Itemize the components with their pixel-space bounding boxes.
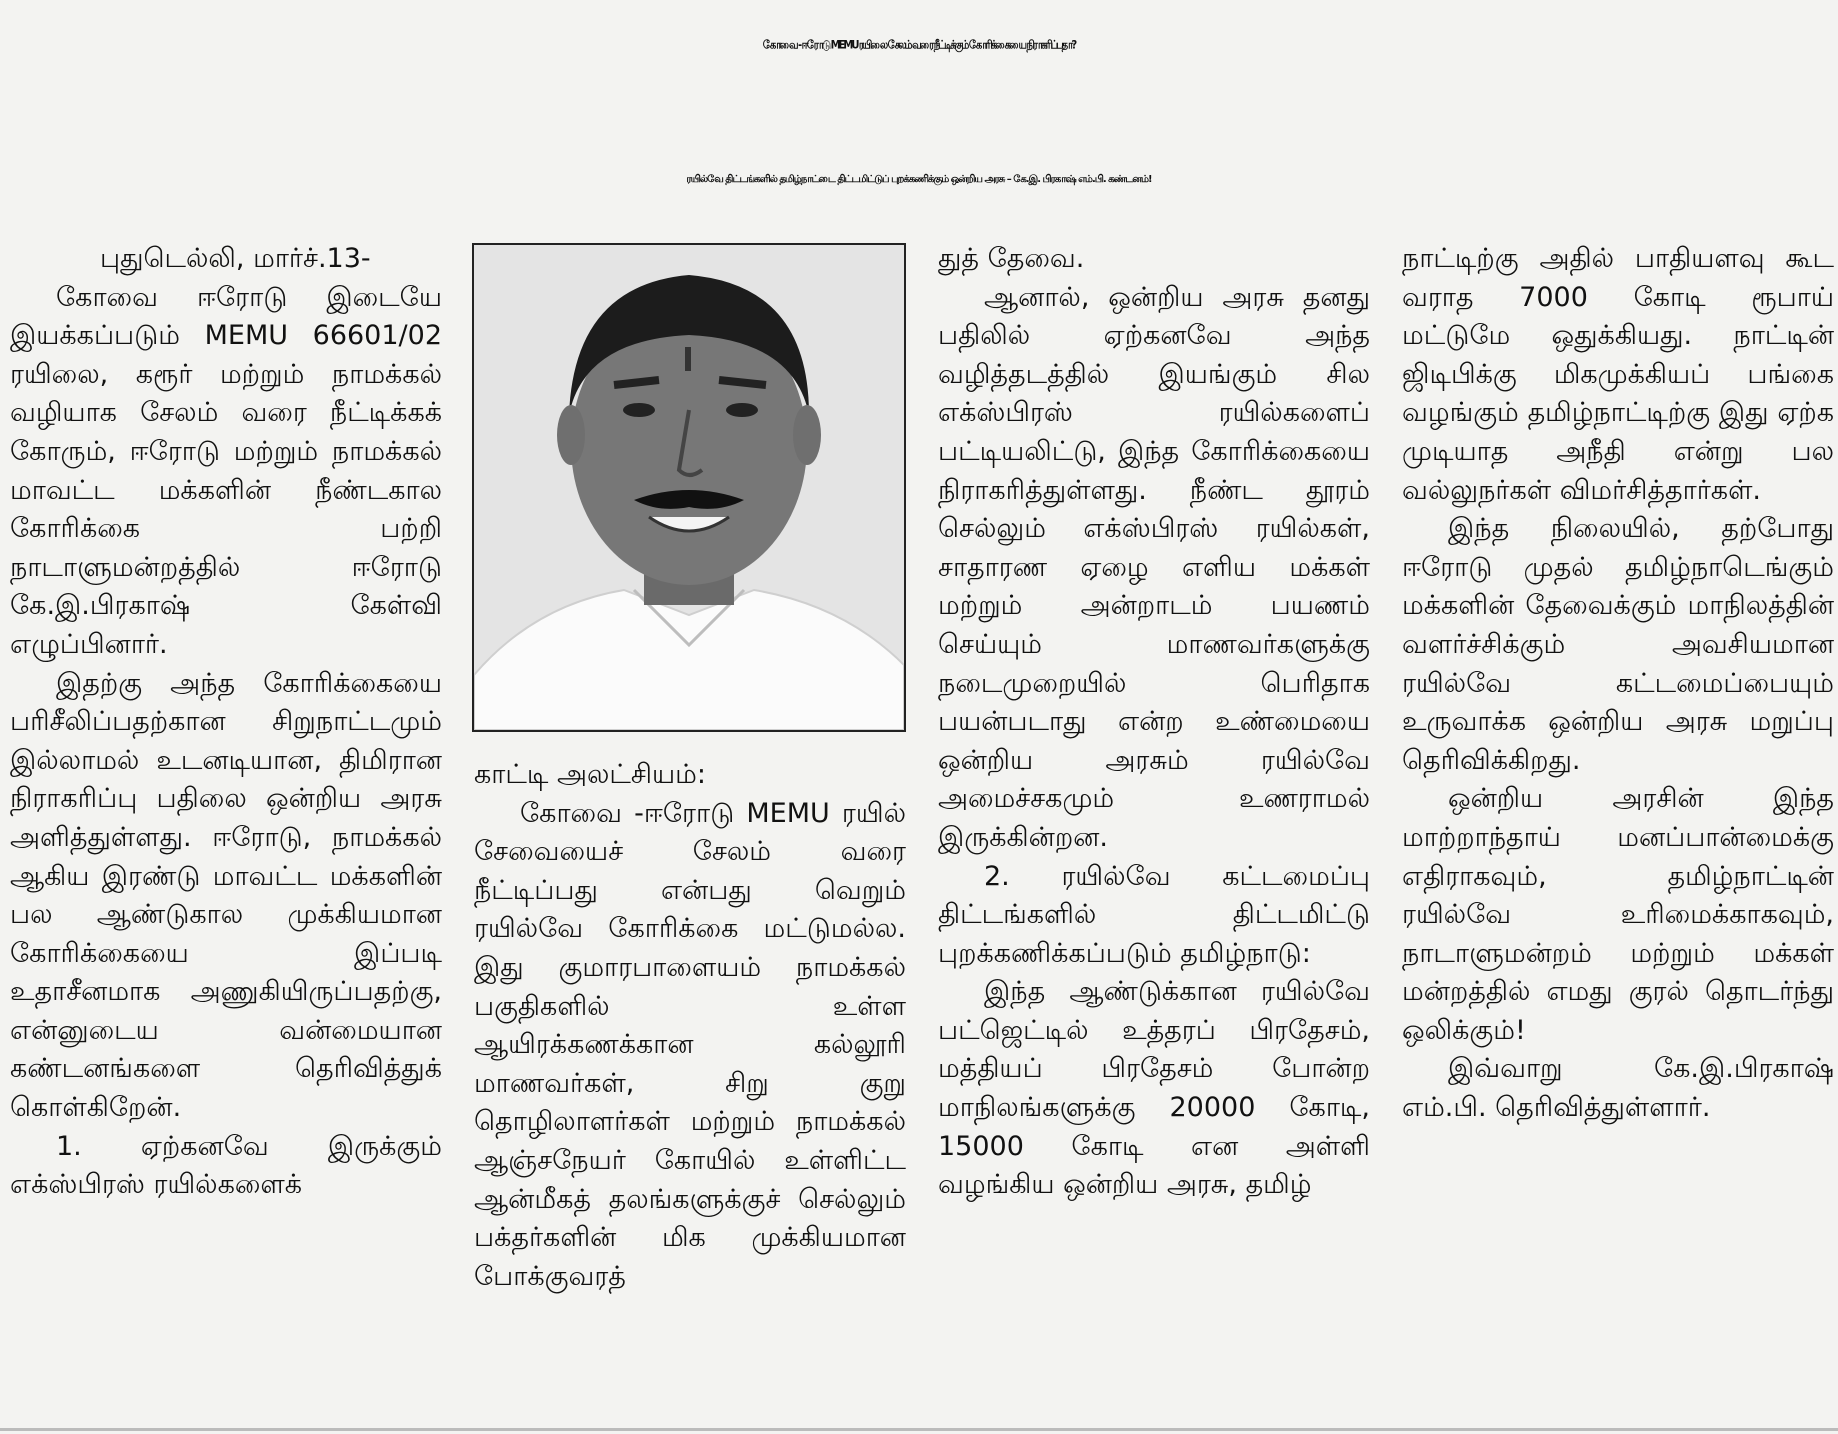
closing-paragraph: இவ்வாறு கே.இ.பிரகாஷ் எம்.பி. தெரிவித்துள்ளார். (1402, 1053, 1834, 1124)
section-heading: காட்டி அலட்சியம்: (474, 759, 706, 790)
paragraph: இந்த நிலையில், தற்போது ஈரோடு முதல் தமிழ்நாடெங்கும் மக்களின் தேவைக்கும் மாநிலத்தின் வளர்ச்சிக்கும் அவசியமான ரயில்வே கட்டமைப்பையும் உருவாக்க ஒன்றிய அரசு மறுப்பு தெரிவிக்கிறது. (1402, 513, 1834, 776)
paragraph: கோவை ஈரோடு இடையே இயக்கப்படும் MEMU 66601/02 ரயிலை, கரூர் மற்றும் நாமக்கல் வழியாக சேலம் வரை நீட்டிக்கக் கோரும், ஈரோடு மற்றும் நாமக்கல் மாவட்ட மக்களின் நீண்டகால கோரிக்கை பற்றி நாடாளுமன்றத்தில் ஈரோடு கே.இ.பிரகாஷ் கேள்வி எழுப்பினார். (10, 281, 442, 660)
paragraph: இதற்கு அந்த கோரிக்கையை பரிசீலிப்பதற்கான சிறுநாட்டமும் இல்லாமல் உடனடியான, திமிரான நிராகரிப்பு பதிலை ஒன்றிய அரசு அளித்துள்ளது. ஈரோடு, நாமக்கல் ஆகிய இரண்டு மாவட்ட மக்களின் பல ஆண்டுகால முக்கியமான கோரிக்கையை இப்படி உதாசீனமாக அணுகியிருப்பதற்கு, என்னுடைய வன்மையான கண்டனங்களை தெரிவித்துக் கொள்கிறேன். (10, 667, 442, 1124)
paragraph-continued: துத் தேவை. (938, 243, 1085, 274)
article-column-4 (1402, 240, 1834, 1128)
article-column-3 (938, 240, 1370, 1205)
bottom-divider (0, 1428, 1838, 1431)
portrait-illustration (474, 245, 904, 730)
portrait-photo (472, 243, 906, 732)
dateline: புதுடெல்லி, மார்ச்.13- (100, 243, 371, 274)
paragraph: ஒன்றிய அரசின் இந்த மாற்றாந்தாய் மனப்பான்மைக்கு எதிராகவும், தமிழ்நாட்டின் ரயில்வே உரிமைக்காகவும், நாடாளுமன்றம் மற்றும் மக்கள் மன்றத்தில் எமது குரல் தொடர்ந்து ஒலிக்கும்! (1402, 783, 1834, 1046)
paragraph: ஆனால், ஒன்றிய அரசு தனது பதிலில் ஏற்கனவே அந்த வழித்தடத்தில் இயங்கும் சில எக்ஸ்பிரஸ் ரயில்களைப் பட்டியலிட்டு, இந்த கோரிக்கையை நிராகரித்துள்ளது. நீண்ட தூரம் செல்லும் எக்ஸ்பிரஸ் ரயில்கள், சாதாரண ஏழை எளிய மக்கள் மற்றும் அன்றாடம் பயணம் செய்யும் மாணவர்களுக்கு நடைமுறையில் பெரிதாக பயன்படாது என்ற உண்மையை ஒன்றிய அரசும் ரயில்வே அமைச்சகமும் உணராமல் இருக்கின்றன. (938, 281, 1370, 853)
paragraph: இந்த ஆண்டுக்கான ரயில்வே பட்ஜெட்டில் உத்தரப் பிரதேசம், மத்தியப் பிரதேசம் போன்ற மாநிலங்களுக்கு 20000 கோடி, 15000 கோடி என அள்ளி வழங்கிய ஒன்றிய அரசு, தமிழ் (938, 976, 1370, 1201)
article-column-1 (10, 240, 442, 1205)
headline: கோவை - ஈரோடு MEMU ரயிலை சேலம் வரை நீட்டிக்கும் கோரிக்கையை நிராகரிப்பதா? (762, 39, 1076, 52)
paragraph: கோவை -ஈரோடு MEMU ரயில் சேவையைச் சேலம் வரை நீட்டிப்பது என்பது வெறும் ரயில்வே கோரிக்கை மட்டுமல்ல. இது குமாரபாளையம் நாமக்கல் பகுதிகளில் உள்ள ஆயிரக்கணக்கான கல்லூரி மாணவர்கள், சிறு குறு தொழிலாளர்கள் மற்றும் நாமக்கல் ஆஞ்சநேயர் கோயில் உள்ளிட்ட ஆன்மீகத் தலங்களுக்குச் செல்லும் பக்தர்களின் மிக முக்கியமான போக்குவரத் (474, 797, 906, 1292)
paragraph: 1. ஏற்கனவே இருக்கும் எக்ஸ்பிரஸ் ரயில்களைக் (10, 1130, 442, 1201)
article-column-2 (474, 756, 906, 1296)
paragraph-continued: நாட்டிற்கு அதில் பாதியளவு கூட வராத 7000 கோடி ரூபாய் மட்டுமே ஒதுக்கியது. நாட்டின் ஜிடிபிக்கு மிகமுக்கியப் பங்கை வழங்கும் தமிழ்நாட்டிற்கு இது ஏற்க முடியாத அநீதி என்று பல வல்லுநர்கள் விமர்சித்தார்கள். (1402, 243, 1834, 506)
subheadline: ரயில்வே திட்டங்களில் தமிழ்நாட்டை திட்டமிட்டுப் புறக்கணிக்கும் ஒன்றிய அரசு – கே.இ. பிரகாஷ் எம்.பி. கண்டனம்! (686, 174, 1152, 185)
section-heading: 2. ரயில்வே கட்டமைப்பு திட்டங்களில் திட்டமிட்டு புறக்கணிக்கப்படும் தமிழ்நாடு: (938, 860, 1370, 969)
